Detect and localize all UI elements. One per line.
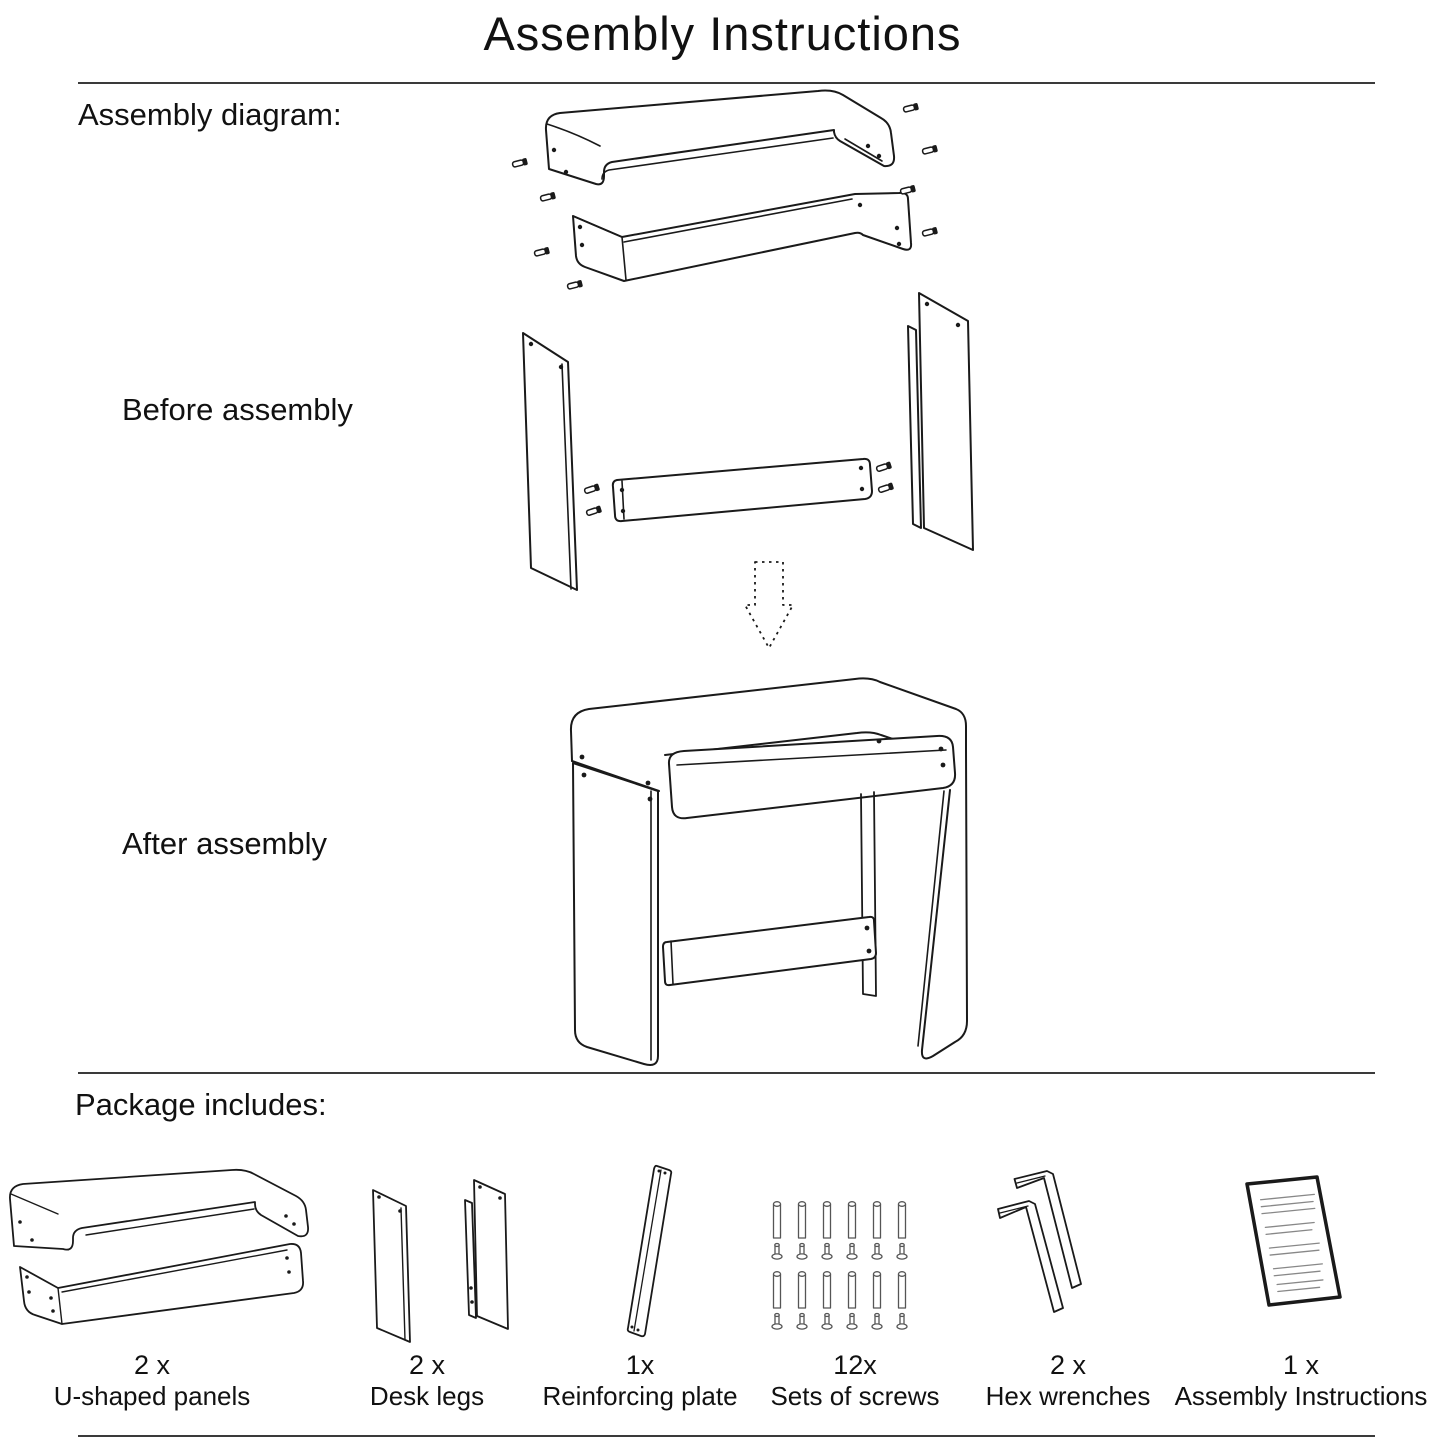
item-quantity: 1 x [1282,1350,1320,1380]
page-title: Assembly Instructions [483,7,962,60]
screws-icon [772,1202,907,1329]
instruction-sheet-icon [1247,1177,1340,1305]
item-name: Sets of screws [770,1381,940,1411]
item-name: Hex wrenches [985,1381,1151,1411]
exploded-desk-legs-drawing [523,293,973,590]
down-arrow-icon [745,562,793,648]
assembled-desk-drawing [571,678,967,1065]
package-item-assembly-instructions [1155,1350,1445,1412]
hex-wrenches-icon [998,1171,1081,1312]
item-name: Desk legs [369,1381,485,1411]
item-quantity: 1x [625,1350,655,1380]
exploded-reinforcing-plate-drawing [613,459,872,521]
after-assembly-label: After assembly [122,826,328,861]
desk-legs-icon [373,1180,508,1342]
item-name: U-shaped panels [53,1381,251,1411]
item-quantity: 2 x [1049,1350,1087,1380]
package-item-u-shaped-panels [27,1350,277,1412]
assembly-diagram-label: Assembly diagram: [78,97,342,132]
exploded-bottom-u-panel-drawing [573,193,911,281]
package-includes-label: Package includes: [75,1087,327,1122]
exploded-top-u-panel-drawing [546,91,894,185]
reinforcing-plate-icon [628,1166,672,1336]
item-quantity: 2 x [133,1350,171,1380]
u-shaped-panels-icon [10,1170,308,1324]
before-assembly-label: Before assembly [122,392,353,427]
item-quantity: 2 x [408,1350,446,1380]
item-name: Reinforcing plate [542,1381,738,1411]
item-quantity: 12x [833,1350,877,1380]
item-name: Assembly Instructions [1174,1381,1428,1411]
package-item-reinforcing-plate [515,1350,765,1412]
